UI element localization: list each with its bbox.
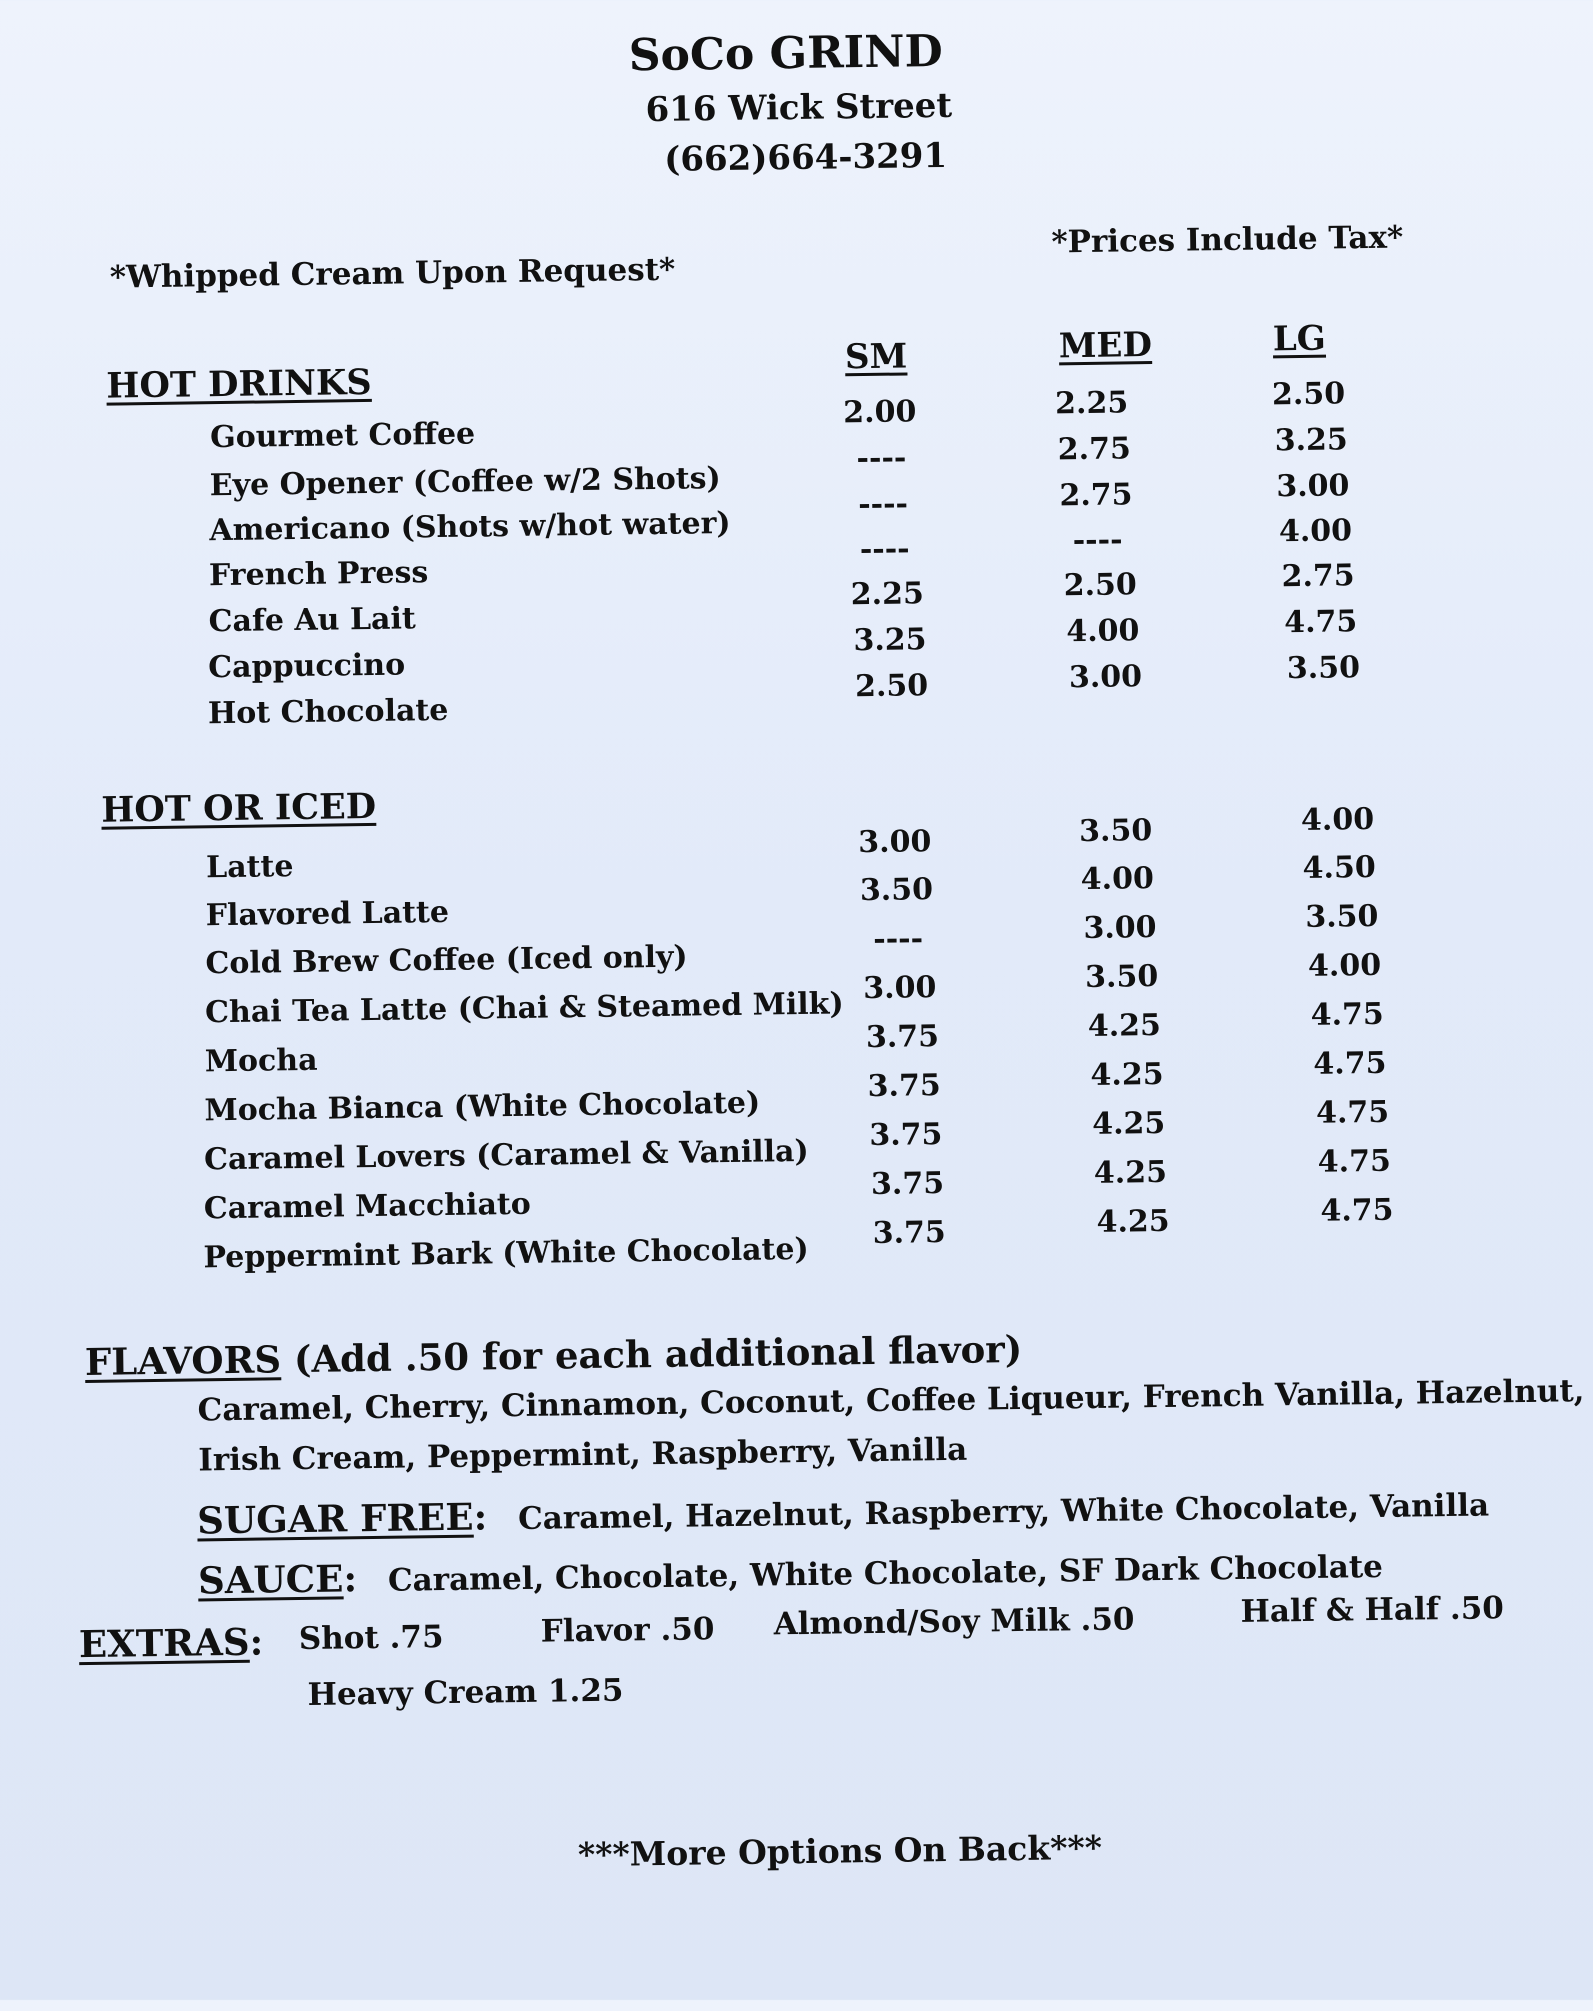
price-sm: 2.25 [850, 576, 925, 613]
price-med: 3.00 [1083, 910, 1157, 947]
price-sm: 2.50 [854, 668, 929, 705]
sauce-heading: SAUCE [197, 1556, 344, 1603]
price-lg: 4.75 [1320, 1192, 1394, 1229]
price-sm: 3.75 [869, 1117, 943, 1154]
price-sm: 3.50 [859, 872, 934, 909]
price-lg: 3.25 [1274, 422, 1349, 459]
flavors-list-line2: Irish Cream, Peppermint, Raspberry, Vanilla [198, 1431, 968, 1479]
price-med: 4.25 [1090, 1056, 1164, 1093]
sugar-free-colon: : [473, 1494, 488, 1539]
item-name: Chai Tea Latte (Chai & Steamed Milk) [204, 986, 844, 1031]
sugar-free-list: Caramel, Hazelnut, Raspberry, White Chocolate, Vanilla [517, 1487, 1490, 1537]
hot-or-iced-heading: HOT OR ICED [100, 785, 377, 831]
price-lg: 4.75 [1310, 996, 1385, 1033]
price-sm: 3.75 [865, 1019, 940, 1056]
col-header-med: MED [1058, 325, 1153, 367]
price-med: 4.25 [1091, 1105, 1166, 1142]
price-sm: 3.75 [872, 1214, 947, 1252]
col-header-sm: SM [844, 336, 908, 378]
item-name: Cold Brew Coffee (Iced only) [205, 939, 688, 982]
price-lg: 4.75 [1315, 1094, 1390, 1131]
sauce-colon: : [343, 1556, 358, 1601]
price-sm: 3.75 [867, 1068, 941, 1105]
price-sm: ---- [873, 921, 924, 957]
price-med: 4.25 [1087, 1007, 1162, 1044]
price-sm: ---- [856, 440, 907, 477]
shop-name: SoCo GRIND [628, 25, 944, 82]
shop-phone: (662)664-3291 [663, 135, 948, 180]
price-med: 3.50 [1078, 813, 1153, 850]
extras-heading: EXTRAS [78, 1619, 250, 1667]
extra-item: Shot .75 [298, 1619, 444, 1658]
extras-line [79, 1620, 264, 1667]
price-med: 4.25 [1096, 1203, 1170, 1240]
price-lg: 4.75 [1313, 1045, 1387, 1082]
item-name: Cappuccino [208, 647, 406, 686]
price-lg: 4.50 [1302, 849, 1376, 886]
extra-item: Almond/Soy Milk .50 [773, 1601, 1135, 1643]
item-name: Peppermint Bark (White Chocolate) [203, 1231, 809, 1276]
price-sm: 3.00 [863, 970, 937, 1007]
price-med: ---- [1072, 522, 1123, 559]
sauce-line [198, 1542, 1383, 1603]
price-med: 3.50 [1084, 958, 1159, 996]
price-sm: 3.25 [853, 622, 927, 659]
item-name: Americano (Shots w/hot water) [209, 505, 731, 549]
price-lg: 4.75 [1317, 1143, 1392, 1180]
price-lg: 4.00 [1307, 947, 1382, 984]
price-lg: 4.75 [1283, 604, 1358, 641]
price-med: 4.25 [1093, 1154, 1168, 1191]
price-lg: 3.00 [1276, 468, 1350, 505]
item-name: French Press [208, 555, 429, 594]
extras-colon: : [249, 1619, 264, 1664]
price-med: 2.75 [1057, 431, 1132, 468]
item-name: Latte [205, 849, 294, 886]
col-header-lg: LG [1272, 318, 1327, 360]
price-med: 3.00 [1068, 659, 1143, 696]
extra-item: Half & Half .50 [1240, 1590, 1505, 1630]
price-lg: 3.50 [1286, 650, 1361, 687]
item-name: Flavored Latte [205, 894, 450, 934]
extra-item: Heavy Cream 1.25 [307, 1672, 624, 1713]
flavors-note: (Add .50 for each additional flavor) [293, 1326, 1023, 1382]
price-med: 2.25 [1054, 385, 1129, 422]
sauce-list: Caramel, Chocolate, White Chocolate, SF Dark Chocolate [387, 1548, 1384, 1599]
item-name: Eye Opener (Coffee w/2 Shots) [209, 461, 721, 504]
price-med: 2.50 [1063, 567, 1138, 604]
tax-note: *Prices Include Tax* [1051, 219, 1404, 261]
footer-note: ***More Options On Back*** [577, 1827, 1103, 1875]
price-sm: 3.00 [858, 824, 932, 861]
item-name: Gourmet Coffee [209, 416, 476, 456]
price-lg: 2.50 [1271, 376, 1346, 413]
price-lg: 2.75 [1281, 558, 1355, 595]
price-med: 2.75 [1059, 477, 1133, 514]
sugar-free-heading: SUGAR FREE [196, 1494, 474, 1543]
shop-address: 616 Wick Street [645, 85, 953, 131]
price-sm: ---- [857, 486, 909, 523]
item-name: Cafe Au Lait [208, 601, 416, 640]
hot-drinks-heading: HOT DRINKS [106, 361, 372, 407]
price-lg: 4.00 [1278, 513, 1353, 550]
price-med: 4.00 [1080, 861, 1155, 898]
flavors-list-line1: Caramel, Cherry, Cinnamon, Coconut, Coffee Liqueur, French Vanilla, Hazelnut, [197, 1373, 1585, 1429]
flavors-line [85, 1327, 1023, 1384]
item-name: Mocha Bianca (White Chocolate) [204, 1085, 761, 1129]
price-sm: ---- [859, 531, 910, 568]
price-lg: 4.00 [1300, 801, 1375, 838]
price-lg: 3.50 [1305, 898, 1379, 935]
whipped-cream-note: *Whipped Cream Upon Request* [109, 251, 676, 296]
flavors-heading: FLAVORS [84, 1337, 282, 1385]
item-name: Mocha [204, 1042, 318, 1080]
price-med: 4.00 [1066, 613, 1140, 650]
sugar-free-line [197, 1480, 1489, 1542]
price-sm: 3.75 [870, 1166, 945, 1203]
extra-item: Flavor .50 [540, 1611, 715, 1650]
item-name: Hot Chocolate [207, 692, 449, 732]
price-sm: 2.00 [843, 394, 917, 431]
item-name: Caramel Macchiato [203, 1186, 532, 1227]
item-name: Caramel Lovers (Caramel & Vanilla) [203, 1133, 809, 1178]
